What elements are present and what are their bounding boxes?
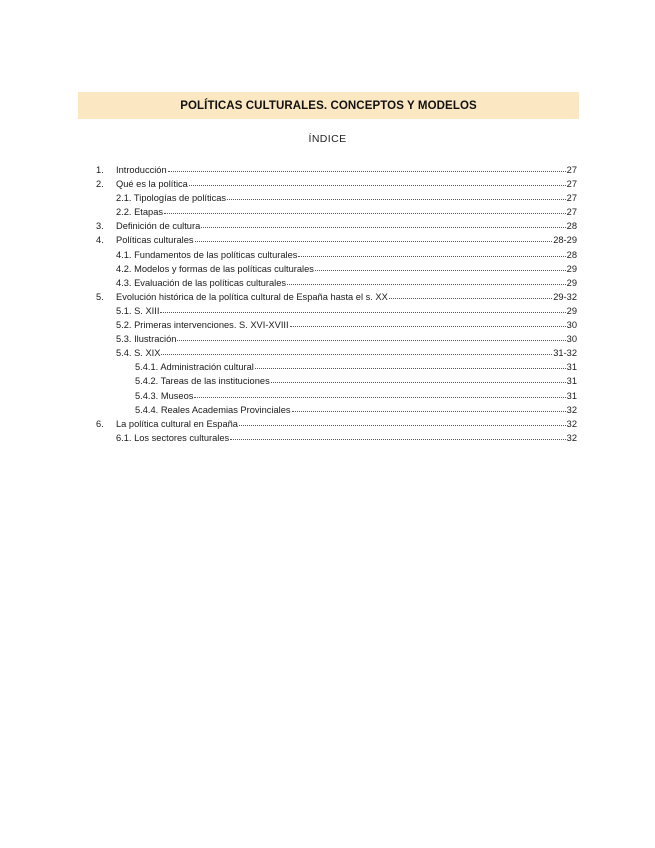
toc-label: 4.2. Modelos y formas de las políticas culturales: [116, 263, 314, 274]
dot-leader: [287, 275, 566, 285]
toc-entry-5-4-4[interactable]: [96, 403, 577, 417]
toc-page: 31-32: [553, 348, 577, 359]
toc-page: 28: [566, 221, 577, 232]
toc-entry-5-2[interactable]: [96, 318, 577, 332]
toc-label: Qué es la política: [116, 179, 188, 190]
toc-page: 27: [566, 207, 577, 218]
dot-leader: [177, 331, 565, 341]
toc-page: 31: [566, 390, 577, 401]
toc-label: 5.4. S. XIX: [116, 348, 161, 359]
toc-page: 31: [566, 376, 577, 387]
toc-page: 29: [566, 263, 577, 274]
toc-label: Políticas culturales: [116, 235, 194, 246]
toc-page: 27: [566, 193, 577, 204]
toc-number: 4.: [96, 235, 104, 246]
toc-page: 32: [566, 404, 577, 415]
toc-page: 27: [566, 179, 577, 190]
toc-entry-6[interactable]: [96, 417, 577, 431]
toc-label: 6.1. Los sectores culturales: [116, 432, 230, 443]
toc-entry-3[interactable]: [96, 219, 577, 233]
toc-entry-4[interactable]: [96, 233, 577, 247]
toc-page: 29: [566, 305, 577, 316]
toc-entry-2-2[interactable]: [96, 205, 577, 219]
dot-leader: [255, 359, 566, 369]
toc-page: 27: [566, 165, 577, 175]
toc-entry-4-2[interactable]: [96, 262, 577, 276]
dot-leader: [227, 190, 566, 200]
dot-leader: [164, 204, 566, 214]
toc-label: 5.1. S. XIII: [116, 305, 160, 316]
toc-label: Evolución histórica de la política cultural de España hasta el s. XX: [116, 291, 388, 302]
toc-number: 6.: [96, 418, 104, 429]
dot-leader: [292, 402, 566, 412]
toc-number: 2.: [96, 179, 104, 190]
toc-entry-2[interactable]: [96, 177, 577, 191]
title-banner: [78, 92, 579, 119]
toc-page: 28-29: [553, 235, 577, 246]
toc-number: 1.: [96, 165, 104, 175]
toc-entry-6-1[interactable]: [96, 431, 577, 445]
toc-entry-5-1[interactable]: [96, 304, 577, 318]
dot-leader: [290, 317, 566, 327]
toc-page: 29: [566, 277, 577, 288]
toc-entry-5-3[interactable]: [96, 332, 577, 346]
table-of-contents: [96, 163, 577, 445]
dot-leader: [189, 176, 566, 186]
toc-label: 2.2. Etapas: [116, 207, 164, 218]
toc-label: Introducción: [116, 165, 167, 175]
toc-label: 5.4.1. Administración cultural: [135, 362, 254, 373]
toc-label: 5.4.2. Tareas de las instituciones: [135, 376, 270, 387]
toc-entry-2-1[interactable]: [96, 191, 577, 205]
toc-entry-5-4-3[interactable]: [96, 389, 577, 403]
toc-entry-5-4-2[interactable]: [96, 374, 577, 388]
toc-page: 30: [566, 320, 577, 331]
toc-page: 29-32: [553, 291, 577, 302]
dot-leader: [168, 162, 566, 172]
toc-label: 5.3. Ilustración: [116, 334, 177, 345]
toc-label: La política cultural en España: [116, 418, 238, 429]
dot-leader: [161, 345, 552, 355]
index-heading: ÍNDICE: [308, 133, 347, 145]
toc-label: 4.3. Evaluación de las políticas culturales: [116, 277, 287, 288]
toc-page: 32: [566, 418, 577, 429]
toc-entry-4-1[interactable]: [96, 248, 577, 262]
document-title: POLÍTICAS CULTURALES. CONCEPTOS Y MODELOS: [180, 99, 477, 112]
dot-leader: [160, 303, 565, 313]
dot-leader: [271, 373, 566, 383]
toc-label: 2.1. Tipologías de políticas: [116, 193, 227, 204]
dot-leader: [194, 388, 565, 398]
dot-leader: [239, 416, 566, 426]
toc-number: 5.: [96, 291, 104, 302]
toc-label: 5.2. Primeras intervenciones. S. XVI-XVIII: [116, 320, 289, 331]
toc-label: Definición de cultura: [116, 221, 201, 232]
toc-entry-5-4[interactable]: [96, 346, 577, 360]
toc-entry-4-3[interactable]: [96, 276, 577, 290]
toc-page: 30: [566, 334, 577, 345]
toc-entry-5-4-1[interactable]: [96, 360, 577, 374]
toc-page: 32: [566, 432, 577, 443]
toc-label: 5.4.4. Reales Academias Provinciales: [135, 404, 291, 415]
dot-leader: [298, 247, 565, 257]
dot-leader: [195, 232, 553, 242]
toc-label: 4.1. Fundamentos de las políticas culturales: [116, 249, 298, 260]
toc-entry-1[interactable]: [96, 163, 577, 177]
dot-leader: [315, 261, 566, 271]
dot-leader: [230, 430, 565, 440]
dot-leader: [389, 289, 552, 299]
toc-label: 5.4.3. Museos: [135, 390, 194, 401]
dot-leader: [201, 218, 565, 228]
toc-page: 28: [566, 249, 577, 260]
toc-page: 31: [566, 362, 577, 373]
toc-number: 3.: [96, 221, 104, 232]
toc-entry-5[interactable]: [96, 290, 577, 304]
